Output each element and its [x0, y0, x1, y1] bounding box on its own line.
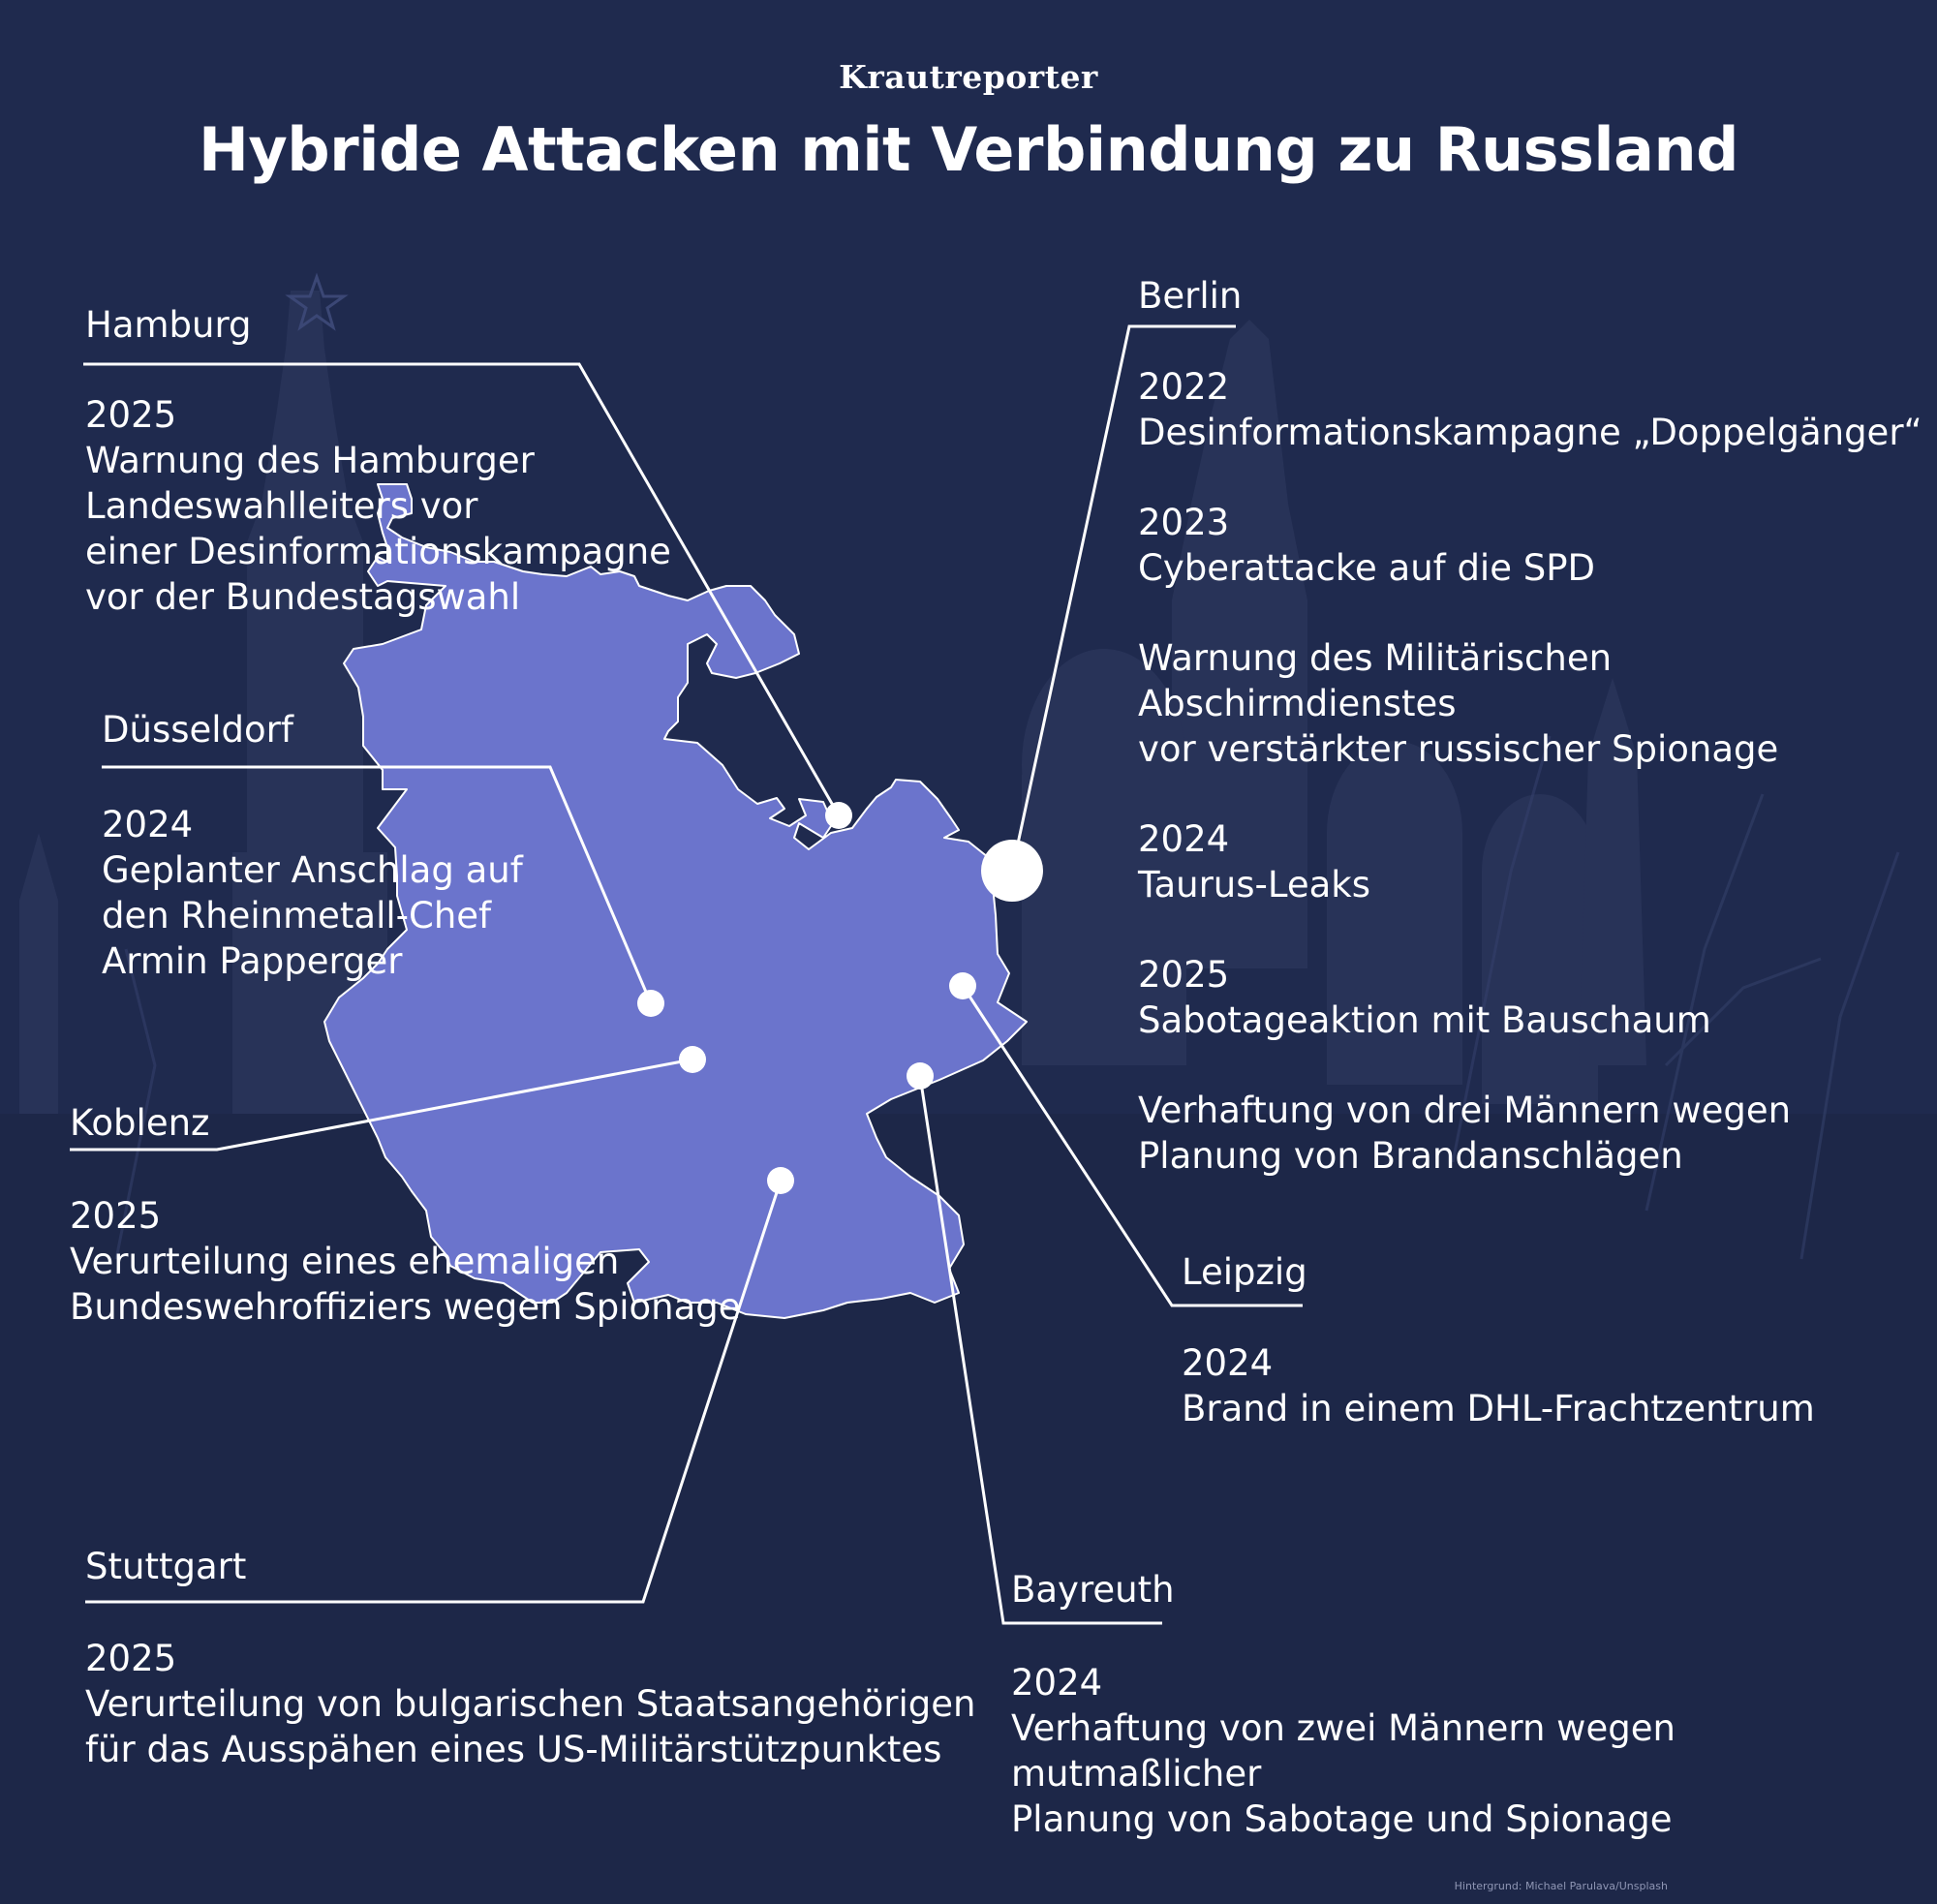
event-entry — [1182, 1340, 1815, 1431]
event-text: Warnung des Hamburger Landeswahlleiters vor einer Desinformationskampagne vor der Bundestagswahl — [85, 440, 671, 618]
event-entry — [1138, 1088, 1937, 1179]
event-text: Brand in einem DHL-Frachtzentrum — [1182, 1388, 1815, 1429]
brand-logo: Krautreporter — [839, 58, 1098, 96]
event-block-koblenz — [70, 1193, 741, 1330]
city-label-stuttgart: Stuttgart — [85, 1546, 247, 1587]
event-block-stuttgart — [85, 1636, 976, 1772]
stuttgart-marker — [767, 1167, 794, 1194]
berlin-marker — [981, 840, 1043, 902]
event-year: 2024 — [1138, 818, 1230, 860]
event-entry — [1138, 364, 1937, 455]
event-block-berlin — [1138, 364, 1937, 1223]
event-block-bayreuth — [1011, 1660, 1937, 1842]
event-entry — [85, 1636, 976, 1772]
event-year: 2025 — [1138, 954, 1230, 996]
city-label-berlin: Berlin — [1138, 275, 1243, 317]
event-entry — [70, 1193, 741, 1330]
event-text: Verurteilung von bulgarischen Staatsangehörigen für das Ausspähen eines US-Militärstützpunktes — [85, 1683, 976, 1770]
event-year: 2024 — [1182, 1342, 1274, 1384]
city-label-koblenz: Koblenz — [70, 1102, 210, 1144]
page-title: Hybride Attacken mit Verbindung zu Russland — [198, 114, 1738, 185]
city-label-bayreuth: Bayreuth — [1011, 1569, 1175, 1611]
event-text: Sabotageaktion mit Bauschaum — [1138, 999, 1711, 1041]
event-entry — [1138, 635, 1937, 772]
event-entry — [1138, 952, 1937, 1043]
city-label-leipzig: Leipzig — [1182, 1251, 1307, 1293]
event-text: Taurus-Leaks — [1138, 864, 1370, 906]
koblenz-marker — [679, 1046, 706, 1073]
event-text: Warnung des Militärischen Abschirmdienstes vor verstärkter russischer Spionage — [1138, 637, 1779, 770]
event-entry — [1138, 500, 1937, 591]
event-entry — [1011, 1660, 1937, 1842]
hamburg-marker — [825, 802, 852, 829]
event-year: 2025 — [70, 1195, 162, 1237]
event-text: Verhaftung von drei Männern wegen Planung von Brandanschlägen — [1138, 1090, 1792, 1177]
event-text: Verhaftung von zwei Männern wegen mutmaßlicher Planung von Sabotage und Spionage — [1011, 1707, 1676, 1840]
event-text: Desinformationskampagne „Doppelgänger“ — [1138, 412, 1922, 453]
event-text: Cyberattacke auf die SPD — [1138, 547, 1596, 589]
event-text: Geplanter Anschlag auf den Rheinmetall-Chef Armin Papperger — [102, 849, 523, 982]
bayreuth-leader-line — [920, 1076, 1162, 1623]
duesseldorf-marker — [637, 990, 664, 1017]
event-text: Verurteilung eines ehemaligen Bundeswehroffiziers wegen Spionage — [70, 1241, 741, 1328]
city-label-duesseldorf: Düsseldorf — [102, 709, 293, 751]
event-year: 2022 — [1138, 366, 1230, 408]
leipzig-marker — [949, 972, 976, 999]
city-label-hamburg: Hamburg — [85, 304, 252, 346]
photo-credit: Hintergrund: Michael Parulava/Unsplash — [1454, 1880, 1668, 1892]
event-year: 2023 — [1138, 502, 1230, 543]
event-block-duesseldorf — [102, 802, 523, 984]
event-year: 2024 — [1011, 1662, 1103, 1704]
event-entry — [85, 392, 671, 620]
event-year: 2025 — [85, 394, 177, 436]
event-year: 2025 — [85, 1638, 177, 1679]
event-block-hamburg — [85, 392, 671, 620]
event-entry — [1138, 816, 1937, 907]
bayreuth-marker — [907, 1062, 934, 1090]
event-entry — [102, 802, 523, 984]
event-year: 2024 — [102, 804, 194, 845]
event-block-leipzig — [1182, 1340, 1815, 1431]
